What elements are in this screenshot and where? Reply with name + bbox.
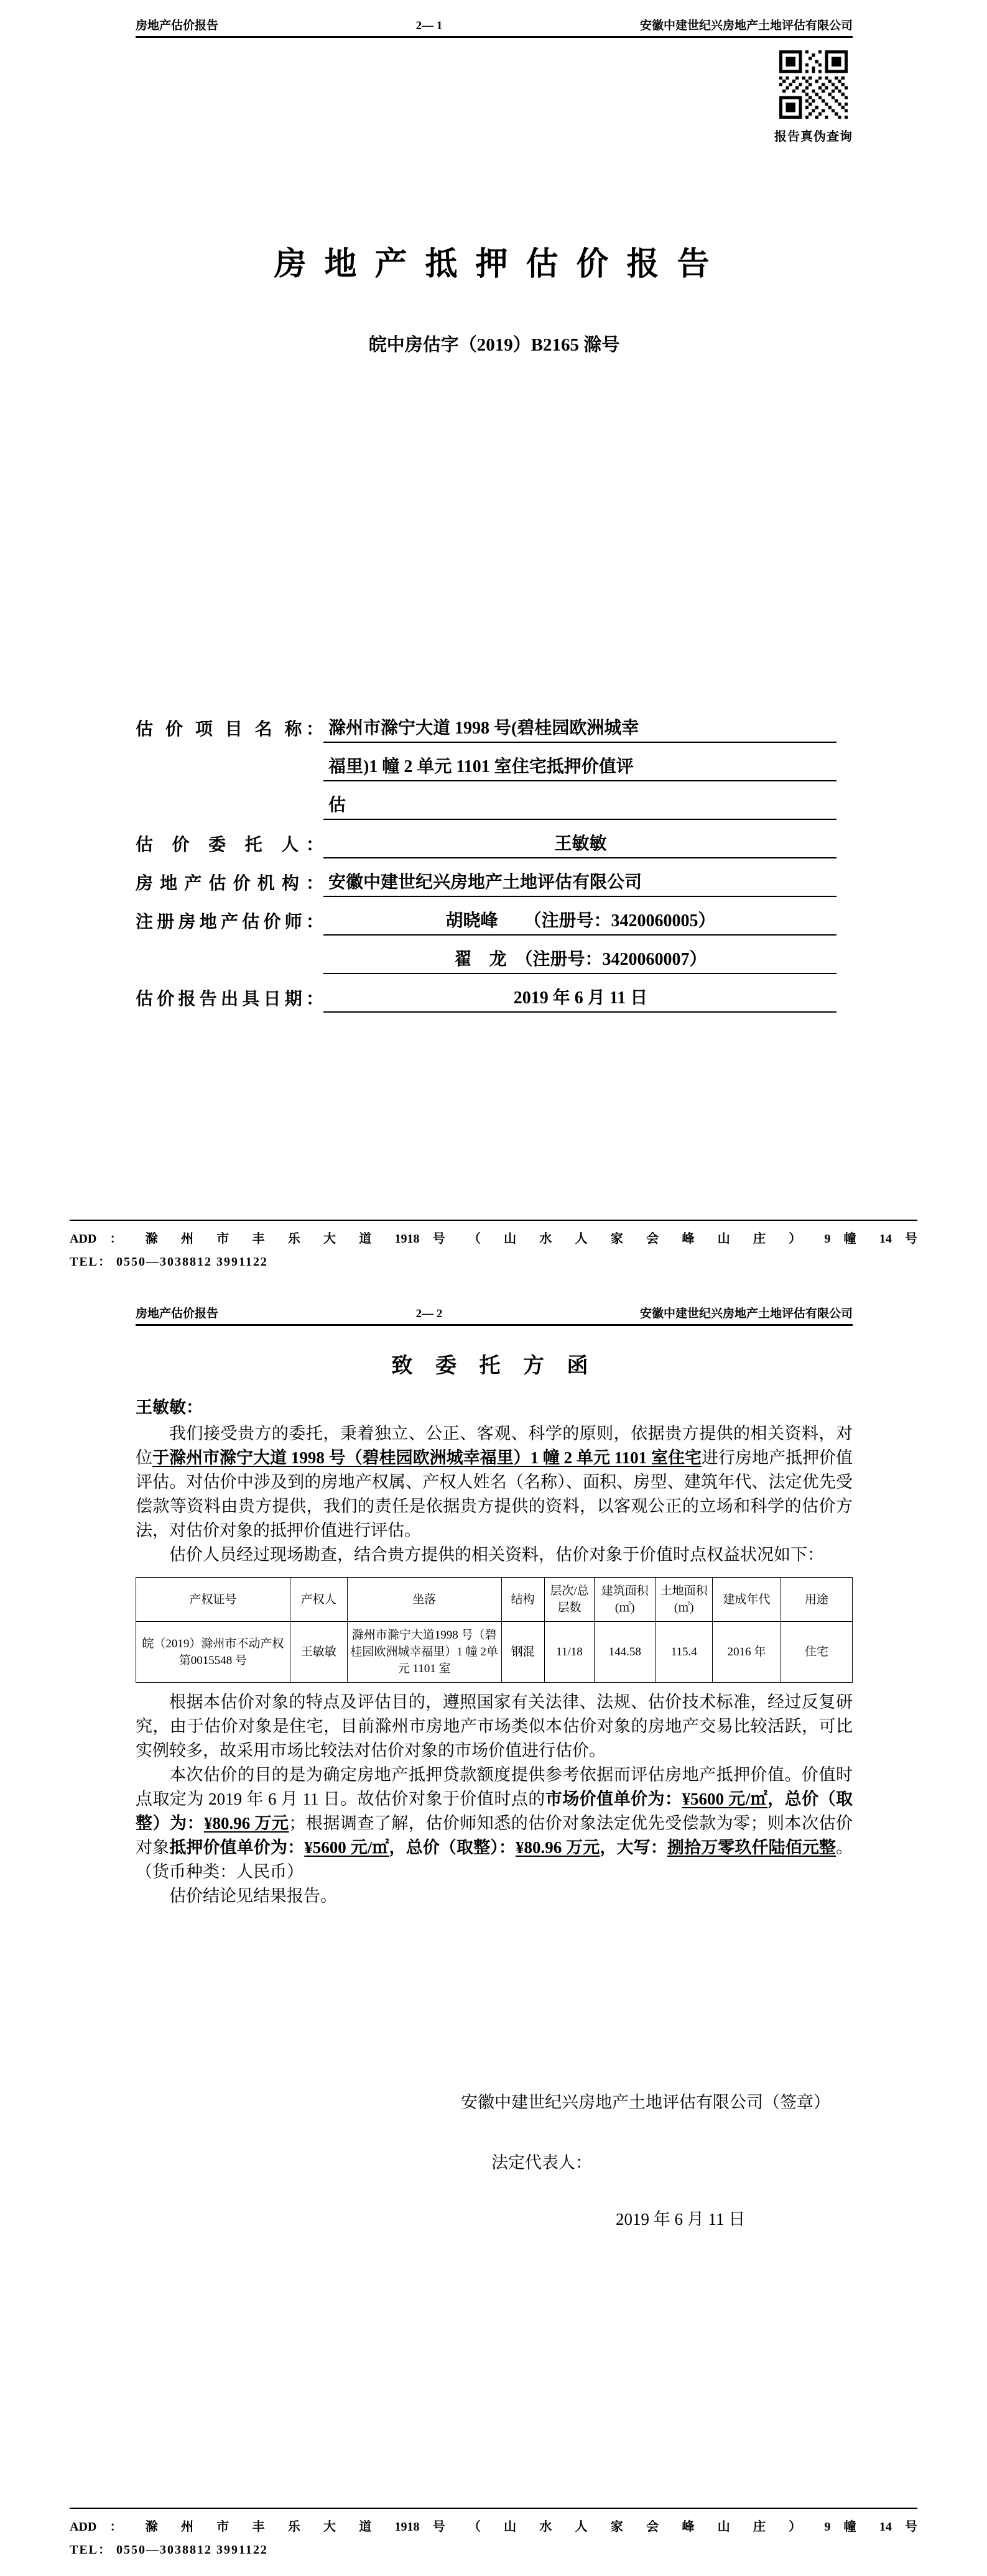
footer-address: ADD ： 滁 州 市 丰 乐 大 道 1918 号 （ 山 水 人 家 会 峰 山 庄 ） 9 幢 14 号 — [70, 2520, 917, 2534]
header-doc-title: 房地产估价报告 — [136, 19, 219, 32]
field-value: 胡晓峰 （注册号：3420060005） — [323, 907, 836, 936]
th-owner: 产权人 — [290, 1578, 347, 1622]
property-rights-table — [136, 1577, 853, 1683]
cell-cert-number: 皖（2019）滁州市不动产权第0015548 号 — [136, 1622, 290, 1683]
th-land-area: 土地面积(㎡) — [656, 1578, 713, 1622]
table-data-row — [136, 1622, 853, 1683]
footer-phone: TEL： 0550—3038812 3991122 — [70, 1255, 268, 1269]
footer-phone: TEL： 0550—3038812 3991122 — [70, 2543, 268, 2557]
page-2-footer — [70, 2508, 917, 2557]
header-page-number: 2— 2 — [415, 1307, 443, 1320]
field-client — [136, 820, 836, 858]
th-use: 用途 — [781, 1578, 852, 1622]
cell-location: 滁州市滁宁大道1998 号（碧桂园欧洲城幸福里）1 幢 2单元 1101 室 — [347, 1622, 501, 1683]
paragraph-1: 我们接受贵方的委托，秉着独立、公正、客观、科学的原则，依据贵方提供的相关资料，对位于滁州市滁宁大道 1998 号（碧桂园欧洲城幸福里）1 幢 2 单元 1101 室住宅进行房地产抵押价值评估。对估价中涉及到的房地产权属、产权人姓名（名称）、面积、房型、建筑年代、法定优先受偿款等资料由贵方提供，我们的责任是依据贵方提供的资料，以客观公正的立场和科学的估价方法，对估价对象的抵押价值进行评估。 — [136, 1424, 853, 1540]
field-value: 翟 龙 （注册号：3420060007） — [323, 945, 836, 974]
cover-fields — [136, 704, 836, 1013]
letter-title: 致 委 托 方 函 — [391, 1355, 597, 1378]
page-2-running-header — [136, 1304, 853, 1326]
cell-structure: 钢混 — [501, 1622, 544, 1683]
field-agency — [136, 858, 836, 897]
qr-code — [779, 50, 848, 119]
signature-date: 2019 年 6 月 11 日 — [616, 2210, 746, 2229]
signature-legal-representative: 法定代表人： — [491, 2153, 592, 2172]
field-value: 滁州市滁宁大道 1998 号(碧桂园欧洲城幸 — [323, 714, 836, 743]
th-structure: 结构 — [501, 1578, 544, 1622]
cell-use: 住宅 — [781, 1622, 852, 1683]
table-header-row — [136, 1578, 853, 1622]
footer-address: ADD ： 滁 州 市 丰 乐 大 道 1918 号 （ 山 水 人 家 会 峰 山 庄 ） 9 幢 14 号 — [70, 1232, 917, 1246]
paragraph-5: 估价结论见结果报告。 — [169, 1887, 337, 1905]
field-appraiser-1 — [136, 897, 836, 936]
cell-building-area: 144.58 — [595, 1622, 656, 1683]
field-appraiser-2 — [136, 936, 836, 974]
paragraph-3: 根据本估价对象的特点及评估目的，遵照国家有关法律、法规、估价技术标准，经过反复研究，由于估价对象是住宅，目前滁州市房地产市场类似本估价对象的房地产交易比较活跃，可比实例较多，故采用市场比较法对估价对象的市场价值进行估价。 — [136, 1693, 853, 1760]
qr-block — [136, 50, 853, 144]
field-value: 估 — [323, 791, 836, 820]
field-label: 房地产估价机构： — [136, 873, 323, 893]
cell-floor: 11/18 — [544, 1622, 595, 1683]
paragraph-2: 估价人员经过现场勘查，结合贵方提供的相关资料，估价对象于价值时点权益状况如下： — [169, 1545, 824, 1564]
field-value: 福里)1 幢 2 单元 1101 室住宅抵押价值评 — [323, 753, 836, 781]
header-page-number: 2— 1 — [415, 19, 443, 32]
field-value: 王敏敏 — [323, 830, 836, 858]
field-label: 估价报告出具日期： — [136, 989, 323, 1009]
field-label — [136, 817, 323, 820]
page-2 — [0, 1288, 987, 2576]
field-project-name-line2 — [136, 743, 836, 781]
cell-owner: 王敏敏 — [290, 1622, 347, 1683]
field-value: 2019 年 6 月 11 日 — [323, 984, 836, 1013]
th-building-area: 建筑面积(㎡) — [595, 1578, 656, 1622]
page-1-running-header — [136, 16, 853, 38]
field-report-date — [136, 974, 836, 1013]
field-label: 估 价 委 托 人： — [136, 835, 323, 855]
paragraph-4: 本次估价的目的是为确定房地产抵押贷款额度提供参考依据而评估房地产抵押价值。价值时点取定为 2019 年 6 月 11 日。故估价对象于价值时点的市场价值单价为：¥5600 元/㎡，总价（取整）为：¥80.96 万元；根据调查了解，估价师知悉的估价对象法定优先受偿款为零；则本次估价对象抵押价值单价为：¥5600 元/㎡，总价（取整）：¥80.96 万元，大写：捌拾万零玖仟陆佰元整。（货币种类：人民币） — [136, 1765, 853, 1881]
cell-land-area: 115.4 — [656, 1622, 713, 1683]
field-label — [136, 972, 323, 974]
header-doc-title: 房地产估价报告 — [136, 1307, 219, 1320]
header-company-name: 安徽中建世纪兴房地产土地评估有限公司 — [639, 19, 853, 32]
field-label — [136, 779, 323, 781]
salutation: 王敏敏： — [136, 1398, 203, 1417]
report-title: 房 地 产 抵 押 估 价 报 告 — [274, 247, 715, 282]
th-floor: 层次/总层数 — [544, 1578, 595, 1622]
field-project-name-line3 — [136, 781, 836, 820]
field-label: 注册房地产估价师： — [136, 912, 323, 932]
signature-block — [136, 2089, 853, 2230]
field-label: 估 价 项 目 名 称： — [136, 719, 323, 739]
report-number: 皖中房估字（2019）B2165 滁号 — [368, 334, 620, 355]
signature-company: 安徽中建世纪兴房地产土地评估有限公司（签章） — [461, 2093, 830, 2112]
th-cert-number: 产权证号 — [136, 1578, 290, 1622]
page-1-footer — [70, 1220, 917, 1269]
th-year-built: 建成年代 — [713, 1578, 781, 1622]
qr-caption: 报告真伪查询 — [774, 130, 853, 144]
field-project-name — [136, 704, 836, 743]
th-location: 坐落 — [347, 1578, 501, 1622]
header-company-name: 安徽中建世纪兴房地产土地评估有限公司 — [639, 1307, 853, 1320]
field-value: 安徽中建世纪兴房地产土地评估有限公司 — [323, 868, 836, 897]
cell-year-built: 2016 年 — [713, 1622, 781, 1683]
